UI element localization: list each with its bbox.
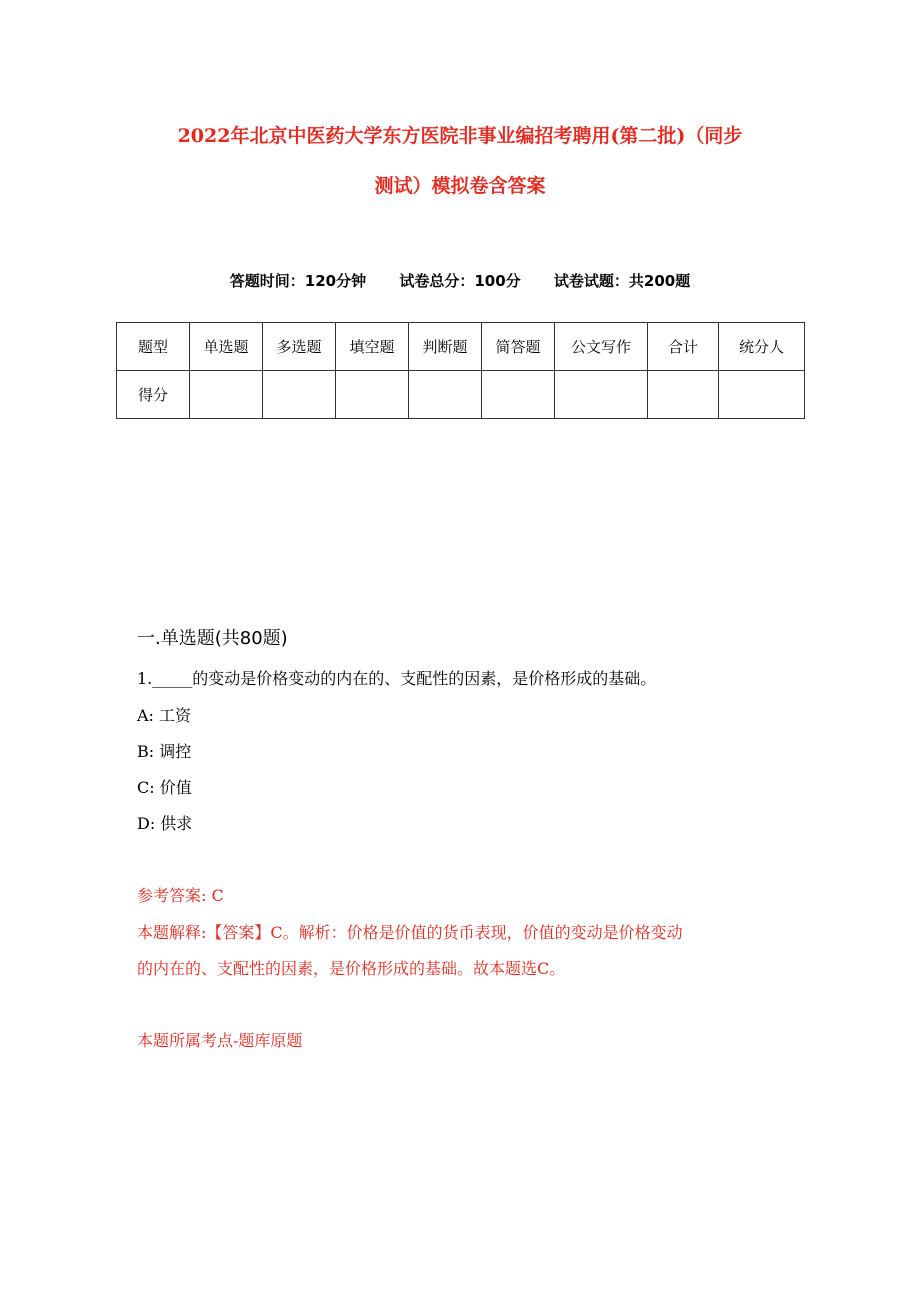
exam-time: 答题时间：120分钟: [229, 272, 367, 290]
score-cell: [555, 371, 648, 419]
score-cell: [190, 371, 263, 419]
explanation-line-2: 的内在的、支配性的因素，是价格形成的基础。故本题选C。: [137, 959, 566, 978]
score-cell: [263, 371, 336, 419]
header-cell-true-false: 判断题: [409, 323, 482, 371]
option-c: C: 价值: [137, 778, 192, 797]
score-table: [116, 322, 805, 419]
exam-total-questions: 试卷试题：共200题: [553, 272, 691, 290]
header-cell-question-type: 题型: [117, 323, 190, 371]
score-cell: [719, 371, 805, 419]
header-cell-total: 合计: [648, 323, 719, 371]
header-cell-single-choice: 单选题: [190, 323, 263, 371]
topic-note: 本题所属考点-题库原题: [137, 1031, 303, 1050]
reference-answer: 参考答案: C: [137, 886, 224, 905]
document-title-line-1: 2022年北京中医药大学东方医院非事业编招考聘用(第二批)（同步: [177, 125, 743, 147]
score-table-header-row: [117, 323, 805, 371]
score-cell: [648, 371, 719, 419]
option-d: D: 供求: [137, 814, 193, 833]
question-stem: 1._____的变动是价格变动的内在的、支配性的因素，是价格形成的基础。: [137, 669, 657, 688]
exam-meta: [0, 270, 920, 291]
header-cell-multiple-choice: 多选题: [263, 323, 336, 371]
document-title-line-2: 测试）模拟卷含答案: [374, 175, 546, 197]
header-cell-short-answer: 简答题: [482, 323, 555, 371]
explanation-line-1: 本题解释:【答案】C。解析：价格是价值的货币表现，价值的变动是价格变动: [137, 923, 683, 942]
score-cell: [336, 371, 409, 419]
score-cell: [482, 371, 555, 419]
section-heading: 一.单选题(共80题): [137, 628, 288, 649]
header-cell-fill-blank: 填空题: [336, 323, 409, 371]
option-a: A: 工资: [137, 706, 192, 725]
score-row-label: 得分: [117, 371, 190, 419]
header-cell-official-writing: 公文写作: [555, 323, 648, 371]
header-cell-scorer: 统分人: [719, 323, 805, 371]
score-cell: [409, 371, 482, 419]
score-table-score-row: [117, 371, 805, 419]
exam-total-score: 试卷总分：100分: [399, 272, 521, 290]
option-b: B: 调控: [137, 742, 192, 761]
